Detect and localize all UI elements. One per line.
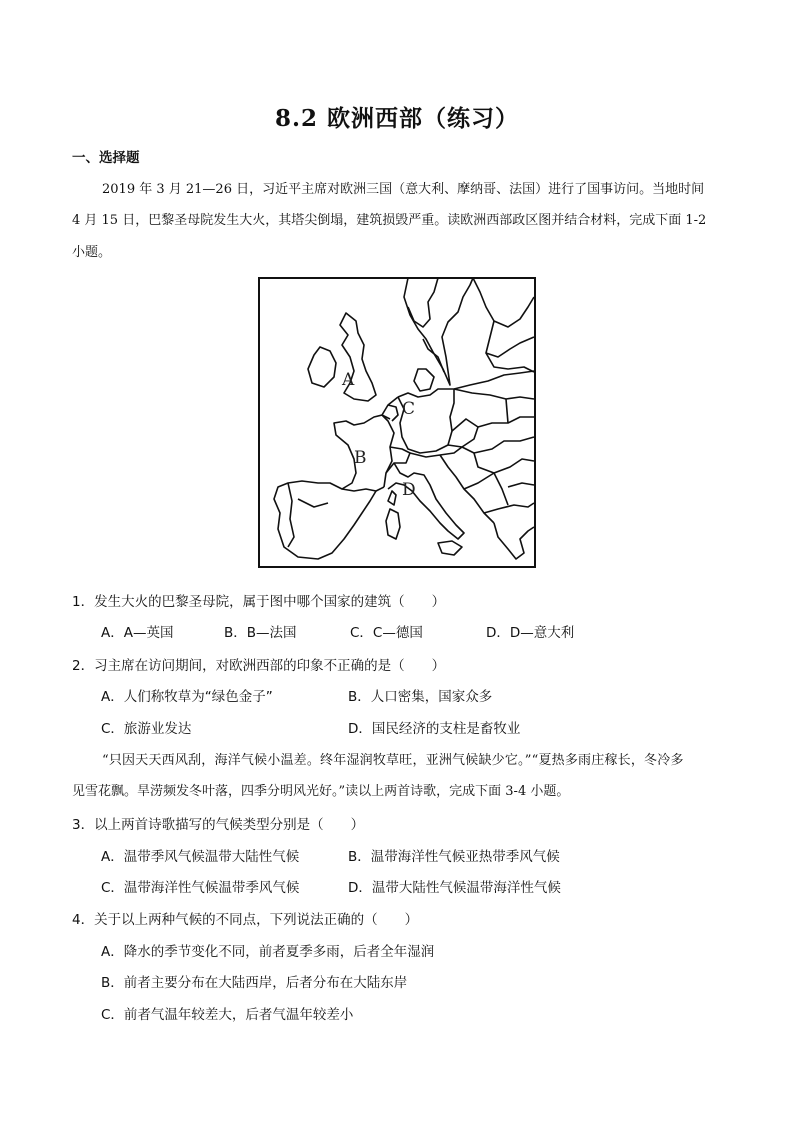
map-label-d: D — [402, 480, 416, 500]
intro-line-2: 4 月 15 日，巴黎圣母院发生大火，其塔尖倒塌，建筑损毁严重。读欧洲西部政区图并结合材料，完成下面 1-2 — [72, 213, 707, 228]
question-1-option-b: B．B—法国 — [224, 625, 297, 641]
poem-line-2: 见雪花飘。旱涝频发冬叶落，四季分明风光好。”读以上两首诗歌，完成下面 3-4 小题。 — [72, 784, 570, 799]
section-heading: 一、选择题 — [72, 150, 140, 166]
intro-line-3: 小题。 — [72, 245, 112, 260]
map-label-b: B — [354, 448, 367, 468]
question-3-option-b: B．温带海洋性气候亚热带季风气候 — [348, 849, 560, 865]
question-2-option-c: C．旅游业发达 — [101, 721, 192, 737]
europe-political-map — [258, 277, 536, 568]
question-4-option-a: A．降水的季节变化不同，前者夏季多雨，后者全年湿润 — [101, 944, 435, 960]
question-2-stem: 2．习主席在访问期间，对欧洲西部的印象不正确的是（ ） — [72, 658, 446, 674]
map-label-a: A — [342, 370, 355, 390]
map-label-c: C — [402, 399, 416, 419]
question-1-option-d: D．D—意大利 — [486, 625, 575, 641]
question-4-option-c: C．前者气温年较差大，后者气温年较差小 — [101, 1007, 354, 1023]
question-2-option-b: B．人口密集，国家众多 — [348, 689, 493, 705]
poem-line-1: “只因天天西风刮，海洋气候小温差。终年湿润牧草旺，亚洲气候缺少它。”“夏热多雨庄稼长，冬冷多 — [102, 753, 684, 768]
question-4-option-b: B．前者主要分布在大陆西岸，后者分布在大陆东岸 — [101, 975, 408, 991]
page-title: 8.2 欧洲西部（练习） — [274, 105, 520, 132]
question-1-option-a: A．A—英国 — [101, 625, 174, 641]
intro-line-1: 2019 年 3 月 21—26 日，习近平主席对欧洲三国（意大利、摩纳哥、法国）进行了国事访问。当地时间 — [102, 182, 705, 197]
question-4-stem: 4．关于以上两种气候的不同点，下列说法正确的（ ） — [72, 912, 419, 928]
question-1-stem: 1．发生大火的巴黎圣母院，属于图中哪个国家的建筑（ ） — [72, 594, 446, 610]
question-1-option-c: C．C—德国 — [350, 625, 423, 641]
question-2-option-d: D．国民经济的支柱是畜牧业 — [348, 721, 521, 737]
question-3-option-d: D．温带大陆性气候温带海洋性气候 — [348, 880, 561, 896]
question-3-option-a: A．温带季风气候温带大陆性气候 — [101, 849, 300, 865]
question-2-option-a: A．人们称牧草为“绿色金子” — [101, 689, 273, 705]
question-3-option-c: C．温带海洋性气候温带季风气候 — [101, 880, 300, 896]
question-3-stem: 3．以上两首诗歌描写的气候类型分别是（ ） — [72, 817, 365, 833]
